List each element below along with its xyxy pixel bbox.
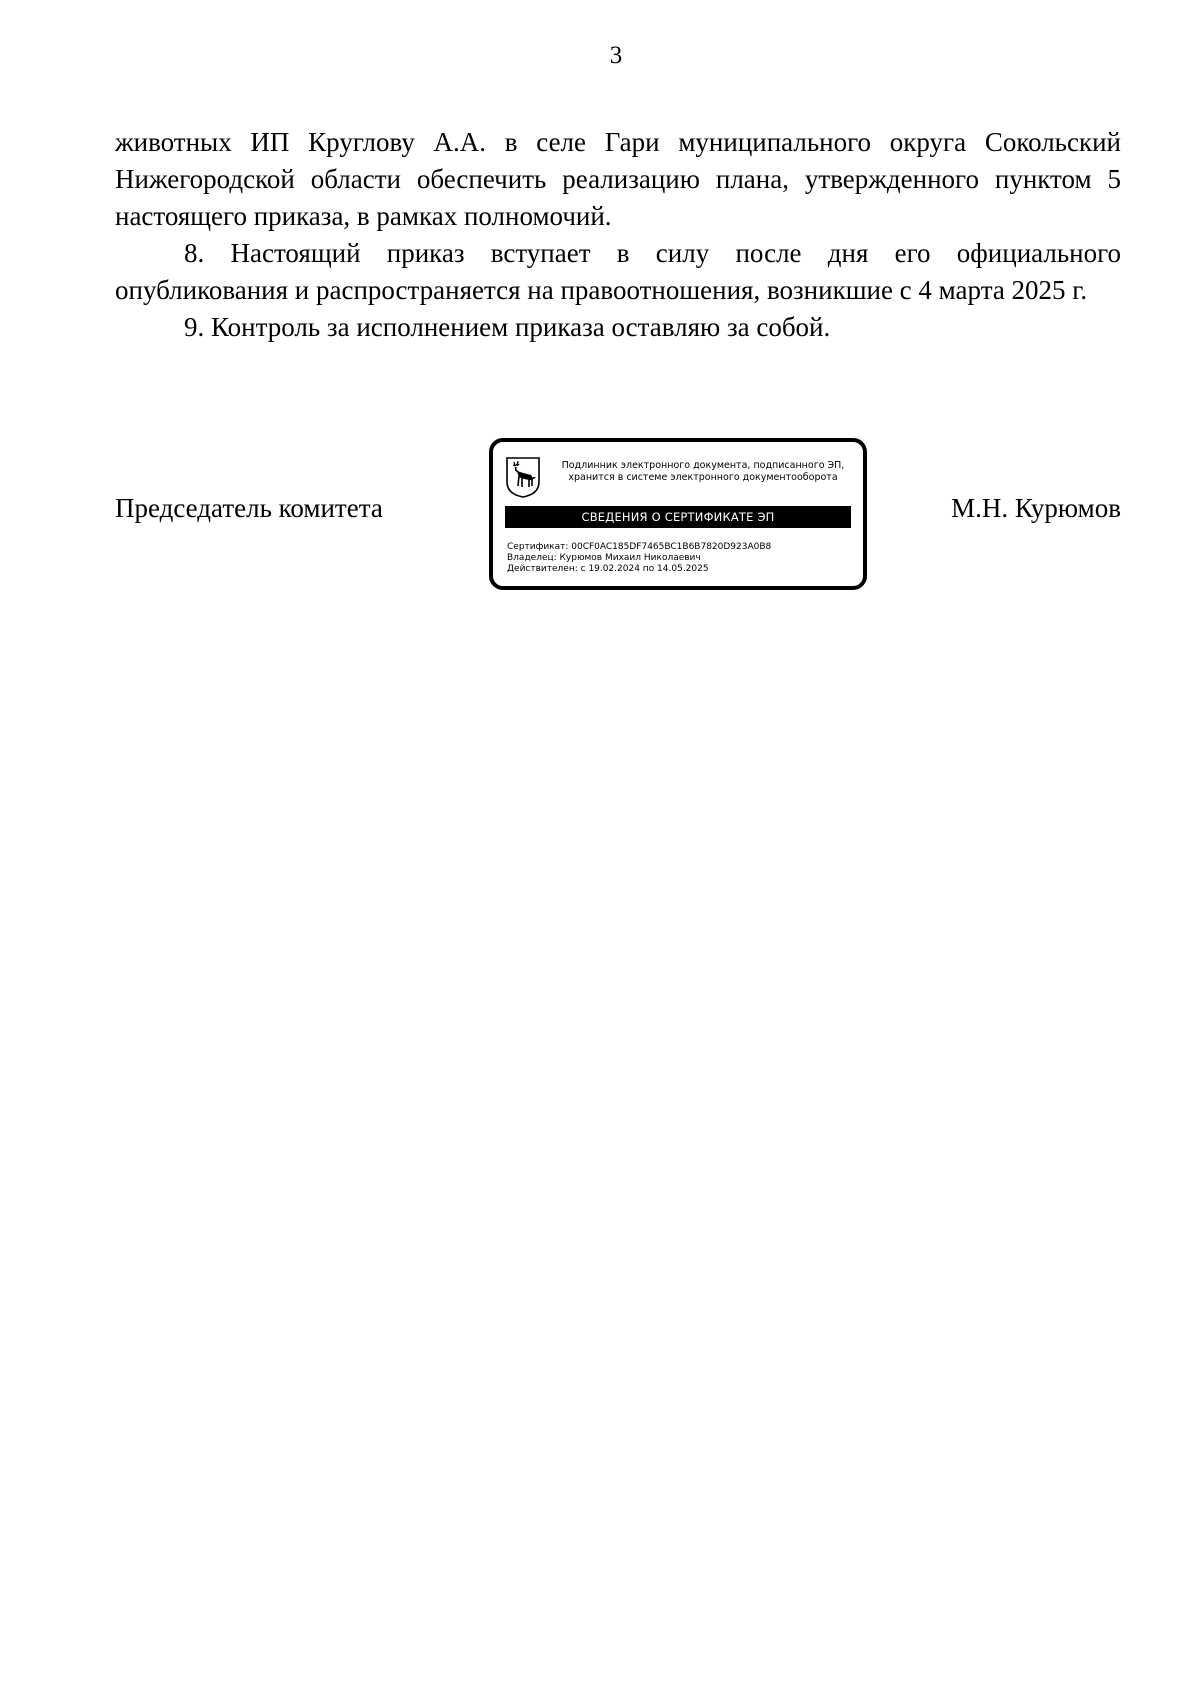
stamp-certificate-title: СВЕДЕНИЯ О СЕРТИФИКАТЕ ЭП bbox=[505, 506, 851, 528]
signer-name: М.Н. Курюмов bbox=[951, 493, 1121, 523]
document-body bbox=[115, 124, 1121, 346]
paragraph-item-8: 8. Настоящий приказ вступает в силу после дня его официального опубликования и распространяется на правоотношения, возникшие с 4 марта 2025 г. bbox=[115, 238, 1121, 305]
deer-emblem-icon bbox=[505, 456, 541, 498]
paragraph-continuation: животных ИП Круглову А.А. в селе Гари муниципального округа Сокольский Нижегородской области обеспечить реализацию плана, утвержденного пунктом 5 настоящего приказа, в рамках полномочий. bbox=[115, 127, 1121, 231]
electronic-signature-stamp bbox=[489, 438, 867, 590]
stamp-header-line: Подлинник электронного документа, подписанного ЭП, bbox=[561, 460, 845, 471]
stamp-validity: Действителен: с 19.02.2024 по 14.05.2025 bbox=[507, 564, 709, 574]
stamp-certificate-number: Сертификат: 00CF0AC185DF7465BC1B6B7820D923A0B8 bbox=[507, 542, 772, 552]
page-number: 3 bbox=[609, 42, 623, 69]
signer-position: Председатель комитета bbox=[115, 493, 383, 523]
signature-block bbox=[115, 432, 1121, 602]
stamp-owner: Владелец: Курюмов Михаил Николаевич bbox=[507, 553, 701, 563]
stamp-header-line: хранится в системе электронного документооборота bbox=[568, 472, 838, 483]
stamp-details bbox=[507, 542, 771, 575]
paragraph-item-9: 9. Контроль за исполнением приказа оставляю за собой. bbox=[184, 312, 831, 342]
stamp-header bbox=[545, 460, 861, 484]
